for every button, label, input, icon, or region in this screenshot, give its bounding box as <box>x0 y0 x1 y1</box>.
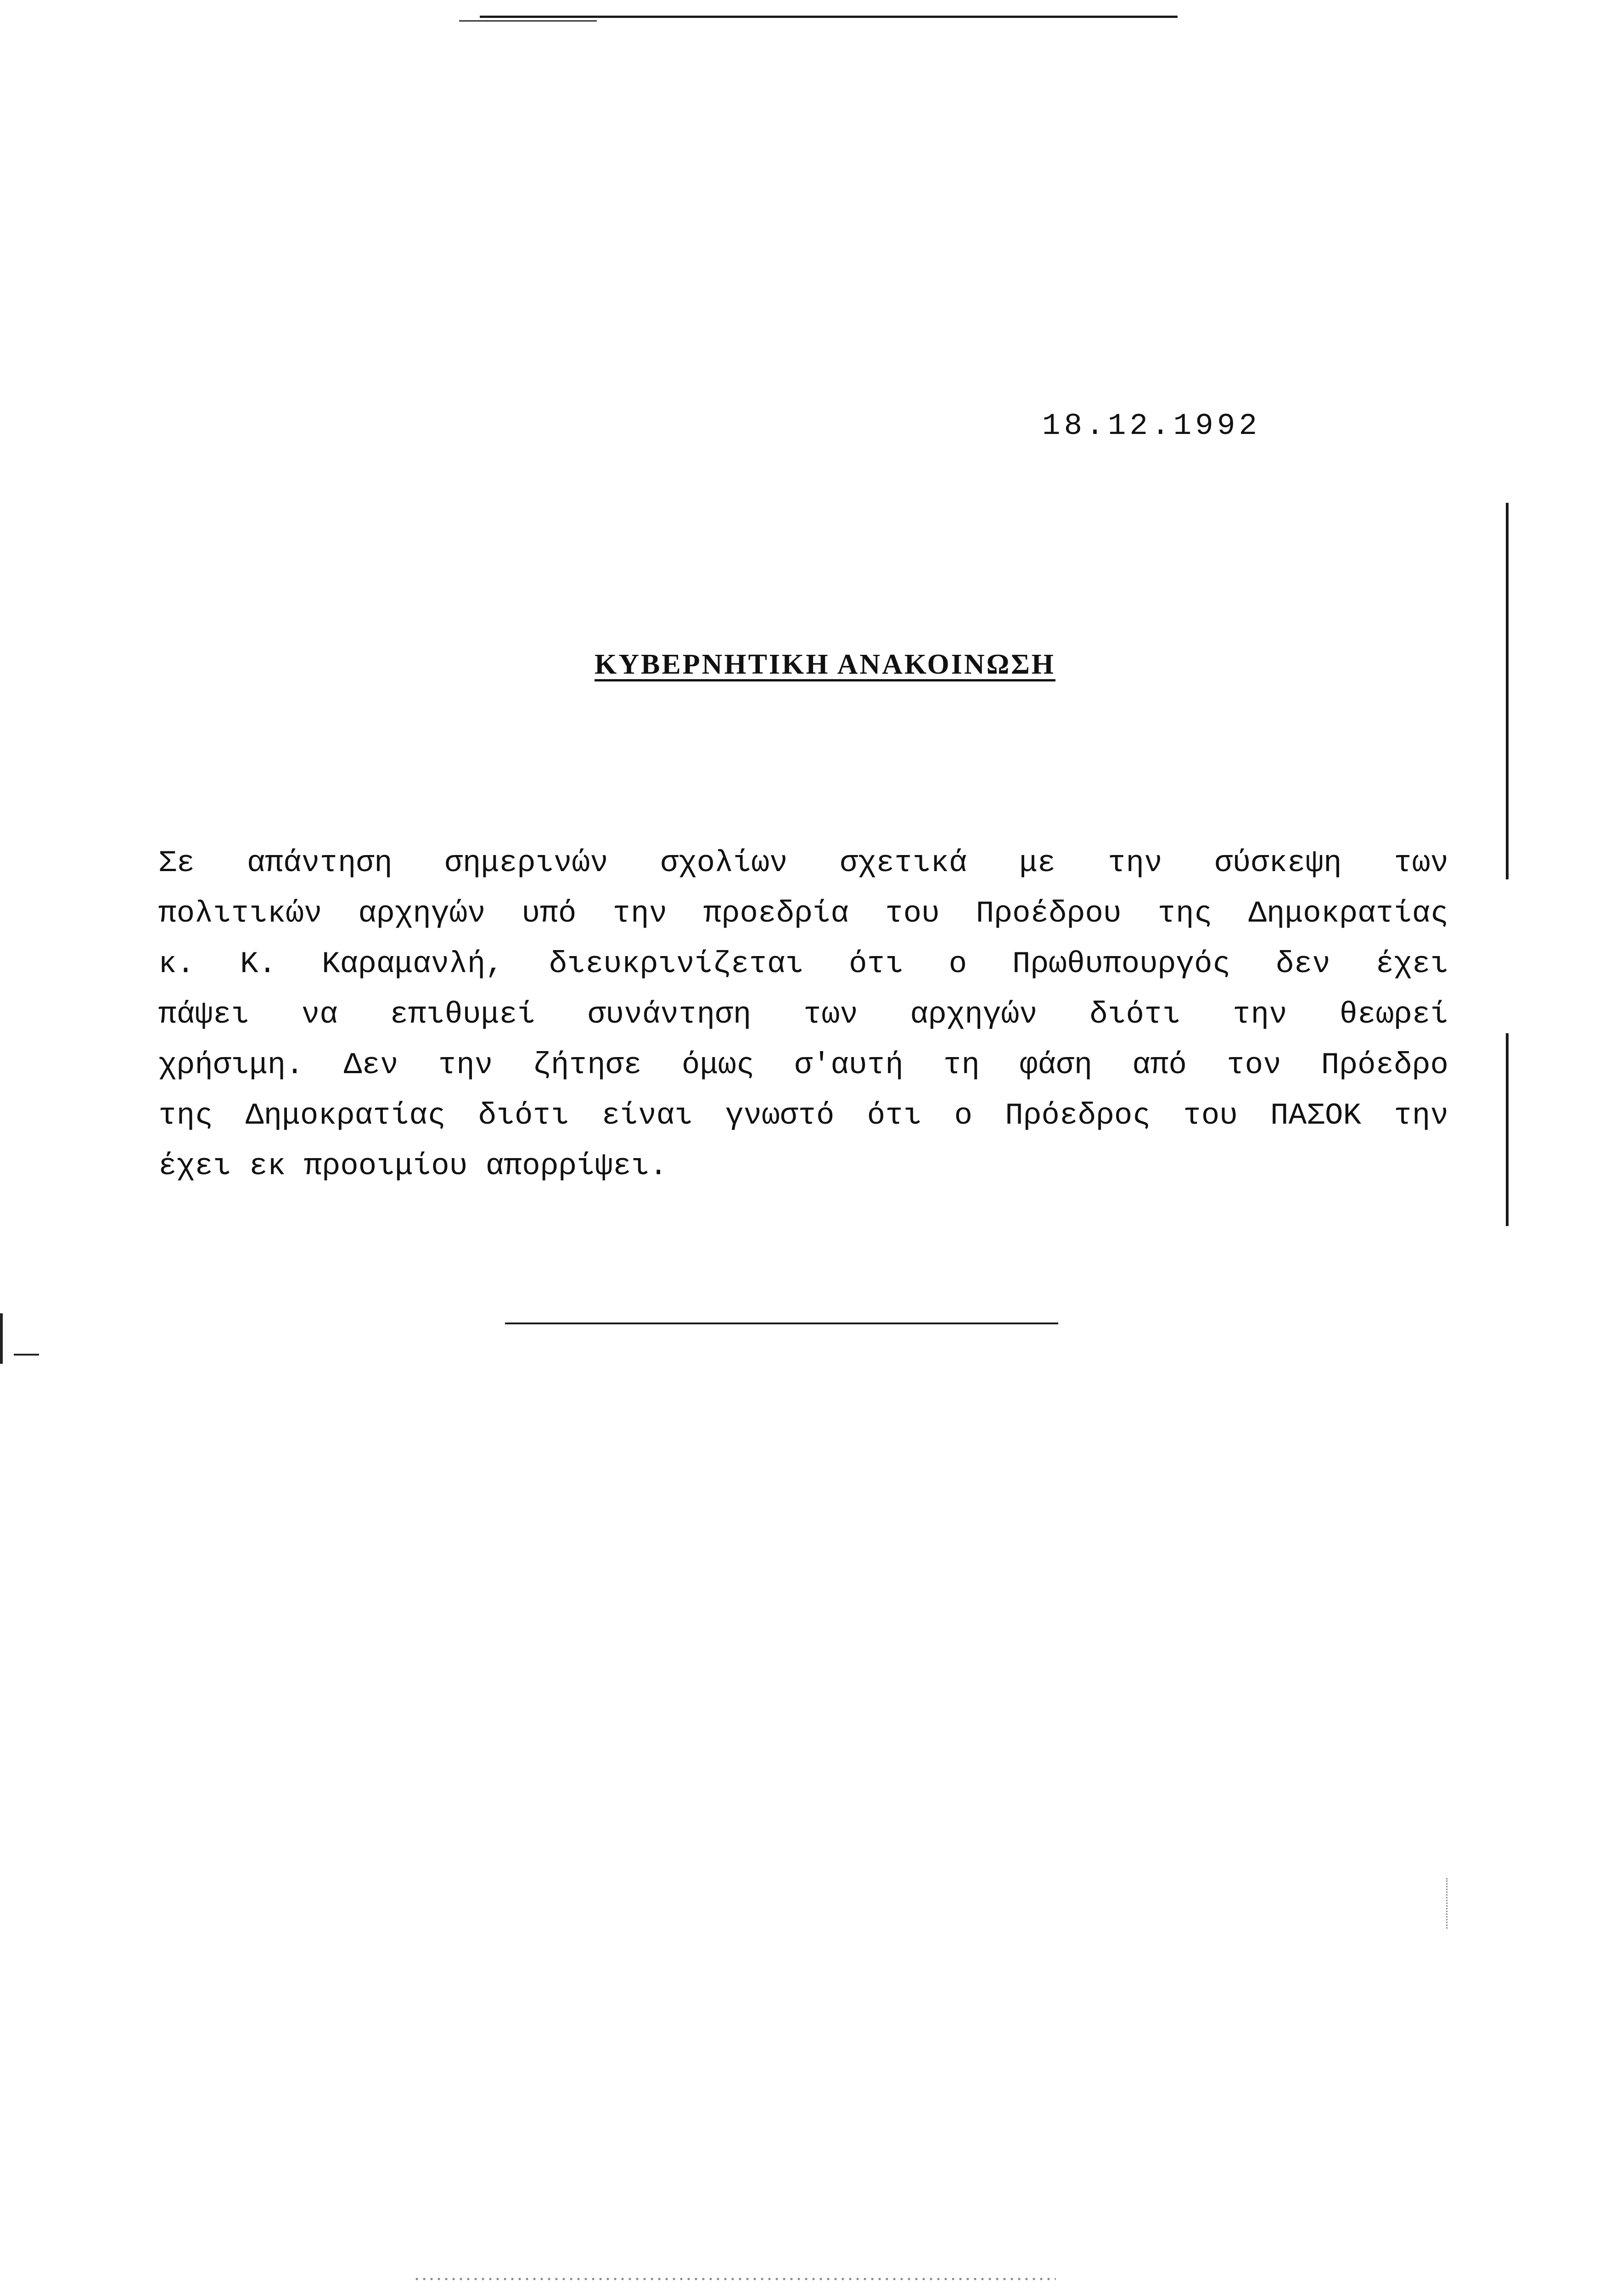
body-line: πολιτικών αρχηγών υπό την προεδρία του Προέδρου της Δημοκρατίας <box>158 896 1448 931</box>
scan-top-rule <box>480 16 1178 18</box>
scan-right-edge-lower <box>1506 1033 1509 1226</box>
scan-bottom-dots <box>413 2278 1056 2280</box>
body-line: πάψει να επιθυμεί συνάντηση των αρχηγών διότι την θεωρεί <box>158 997 1448 1032</box>
end-rule <box>505 1322 1058 1324</box>
body-line: κ. Κ. Καραμανλή, διευκρινίζεται ότι ο Πρωθυπουργός δεν έχει <box>158 947 1448 981</box>
scan-top-rule-thin <box>459 20 597 22</box>
scan-right-scribble <box>1446 1878 1466 1929</box>
scan-right-edge-upper <box>1506 503 1509 879</box>
body-line: Σε απάντηση σημερινών σχολίων σχετικά με την σύσκεψη των <box>158 846 1448 880</box>
document-title: ΚΥΒΕΡΝΗΤΙΚΗ ΑΝΑΚΟΙΝΩΣΗ <box>595 649 1056 680</box>
scan-left-tick <box>14 1354 39 1356</box>
body-line: έχει εκ προοιμίου απορρίψει. <box>158 1149 668 1183</box>
announcement-body <box>158 838 1448 1192</box>
scan-left-edge-mark <box>0 1313 3 1364</box>
body-line: της Δημοκρατίας διότι είναι γνωστό ότι ο Πρόεδρος του ΠΑΣΟΚ την <box>158 1098 1448 1133</box>
body-line: χρήσιμη. Δεν την ζήτησε όμως σ'αυτή τη φάση από τον Πρόεδρο <box>158 1048 1448 1082</box>
document-date: 18.12.1992 <box>1042 409 1261 443</box>
